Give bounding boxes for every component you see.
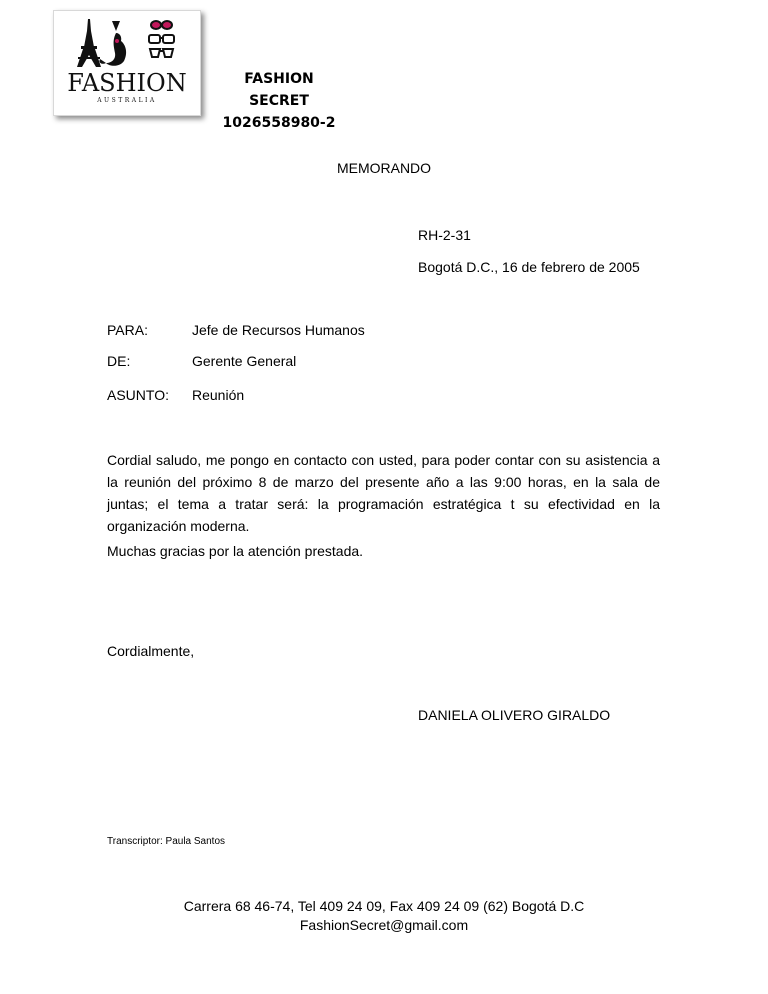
signature-name: DANIELA OLIVERO GIRALDO	[418, 707, 611, 723]
company-nit: 1026558980-2	[222, 115, 336, 131]
company-name: FASHION SECRET	[244, 71, 314, 109]
memo-date: Bogotá D.C., 16 de febrero de 2005	[418, 259, 640, 275]
company-header	[212, 68, 346, 134]
eiffel-tower-icon	[77, 19, 101, 67]
asunto-label: ASUNTO:	[107, 387, 169, 403]
mermaid-icon	[99, 21, 126, 66]
thanks-line: Muchas gracias por la atención prestada.	[107, 543, 364, 559]
memo-body: Cordial saludo, me pongo en contacto con usted, para poder contar con su asistencia a la reunión del próximo 8 de marzo del presente año a las 9:00 horas, en la sala de juntas; el tema a tratar será: la programación estratégica t su efectividad en la organización moderna.	[107, 452, 660, 534]
closing-line: Cordialmente,	[107, 643, 195, 659]
footer-email: FashionSecret@gmail.com	[299, 917, 469, 933]
footer-address: Carrera 68 46-74, Tel 409 24 09, Fax 409 24 09 (62) Bogotá D.C	[183, 898, 585, 914]
memo-title: MEMORANDO	[336, 160, 432, 176]
de-value: Gerente General	[192, 353, 297, 369]
para-label: PARA:	[107, 322, 148, 338]
de-label: DE:	[107, 353, 131, 369]
memo-code: RH-2-31	[418, 227, 471, 243]
logo-brand-text: FASHION	[67, 69, 187, 97]
para-value: Jefe de Recursos Humanos	[192, 322, 365, 338]
footer	[0, 897, 768, 935]
asunto-value: Reunión	[192, 387, 245, 403]
transcriptor-line: Transcriptor: Paula Santos	[107, 836, 226, 847]
fashion-logo-graphic	[54, 11, 200, 115]
logo-sub-text: AUSTRALIA	[97, 97, 157, 104]
company-logo	[53, 10, 201, 116]
glasses-icon	[149, 21, 174, 57]
